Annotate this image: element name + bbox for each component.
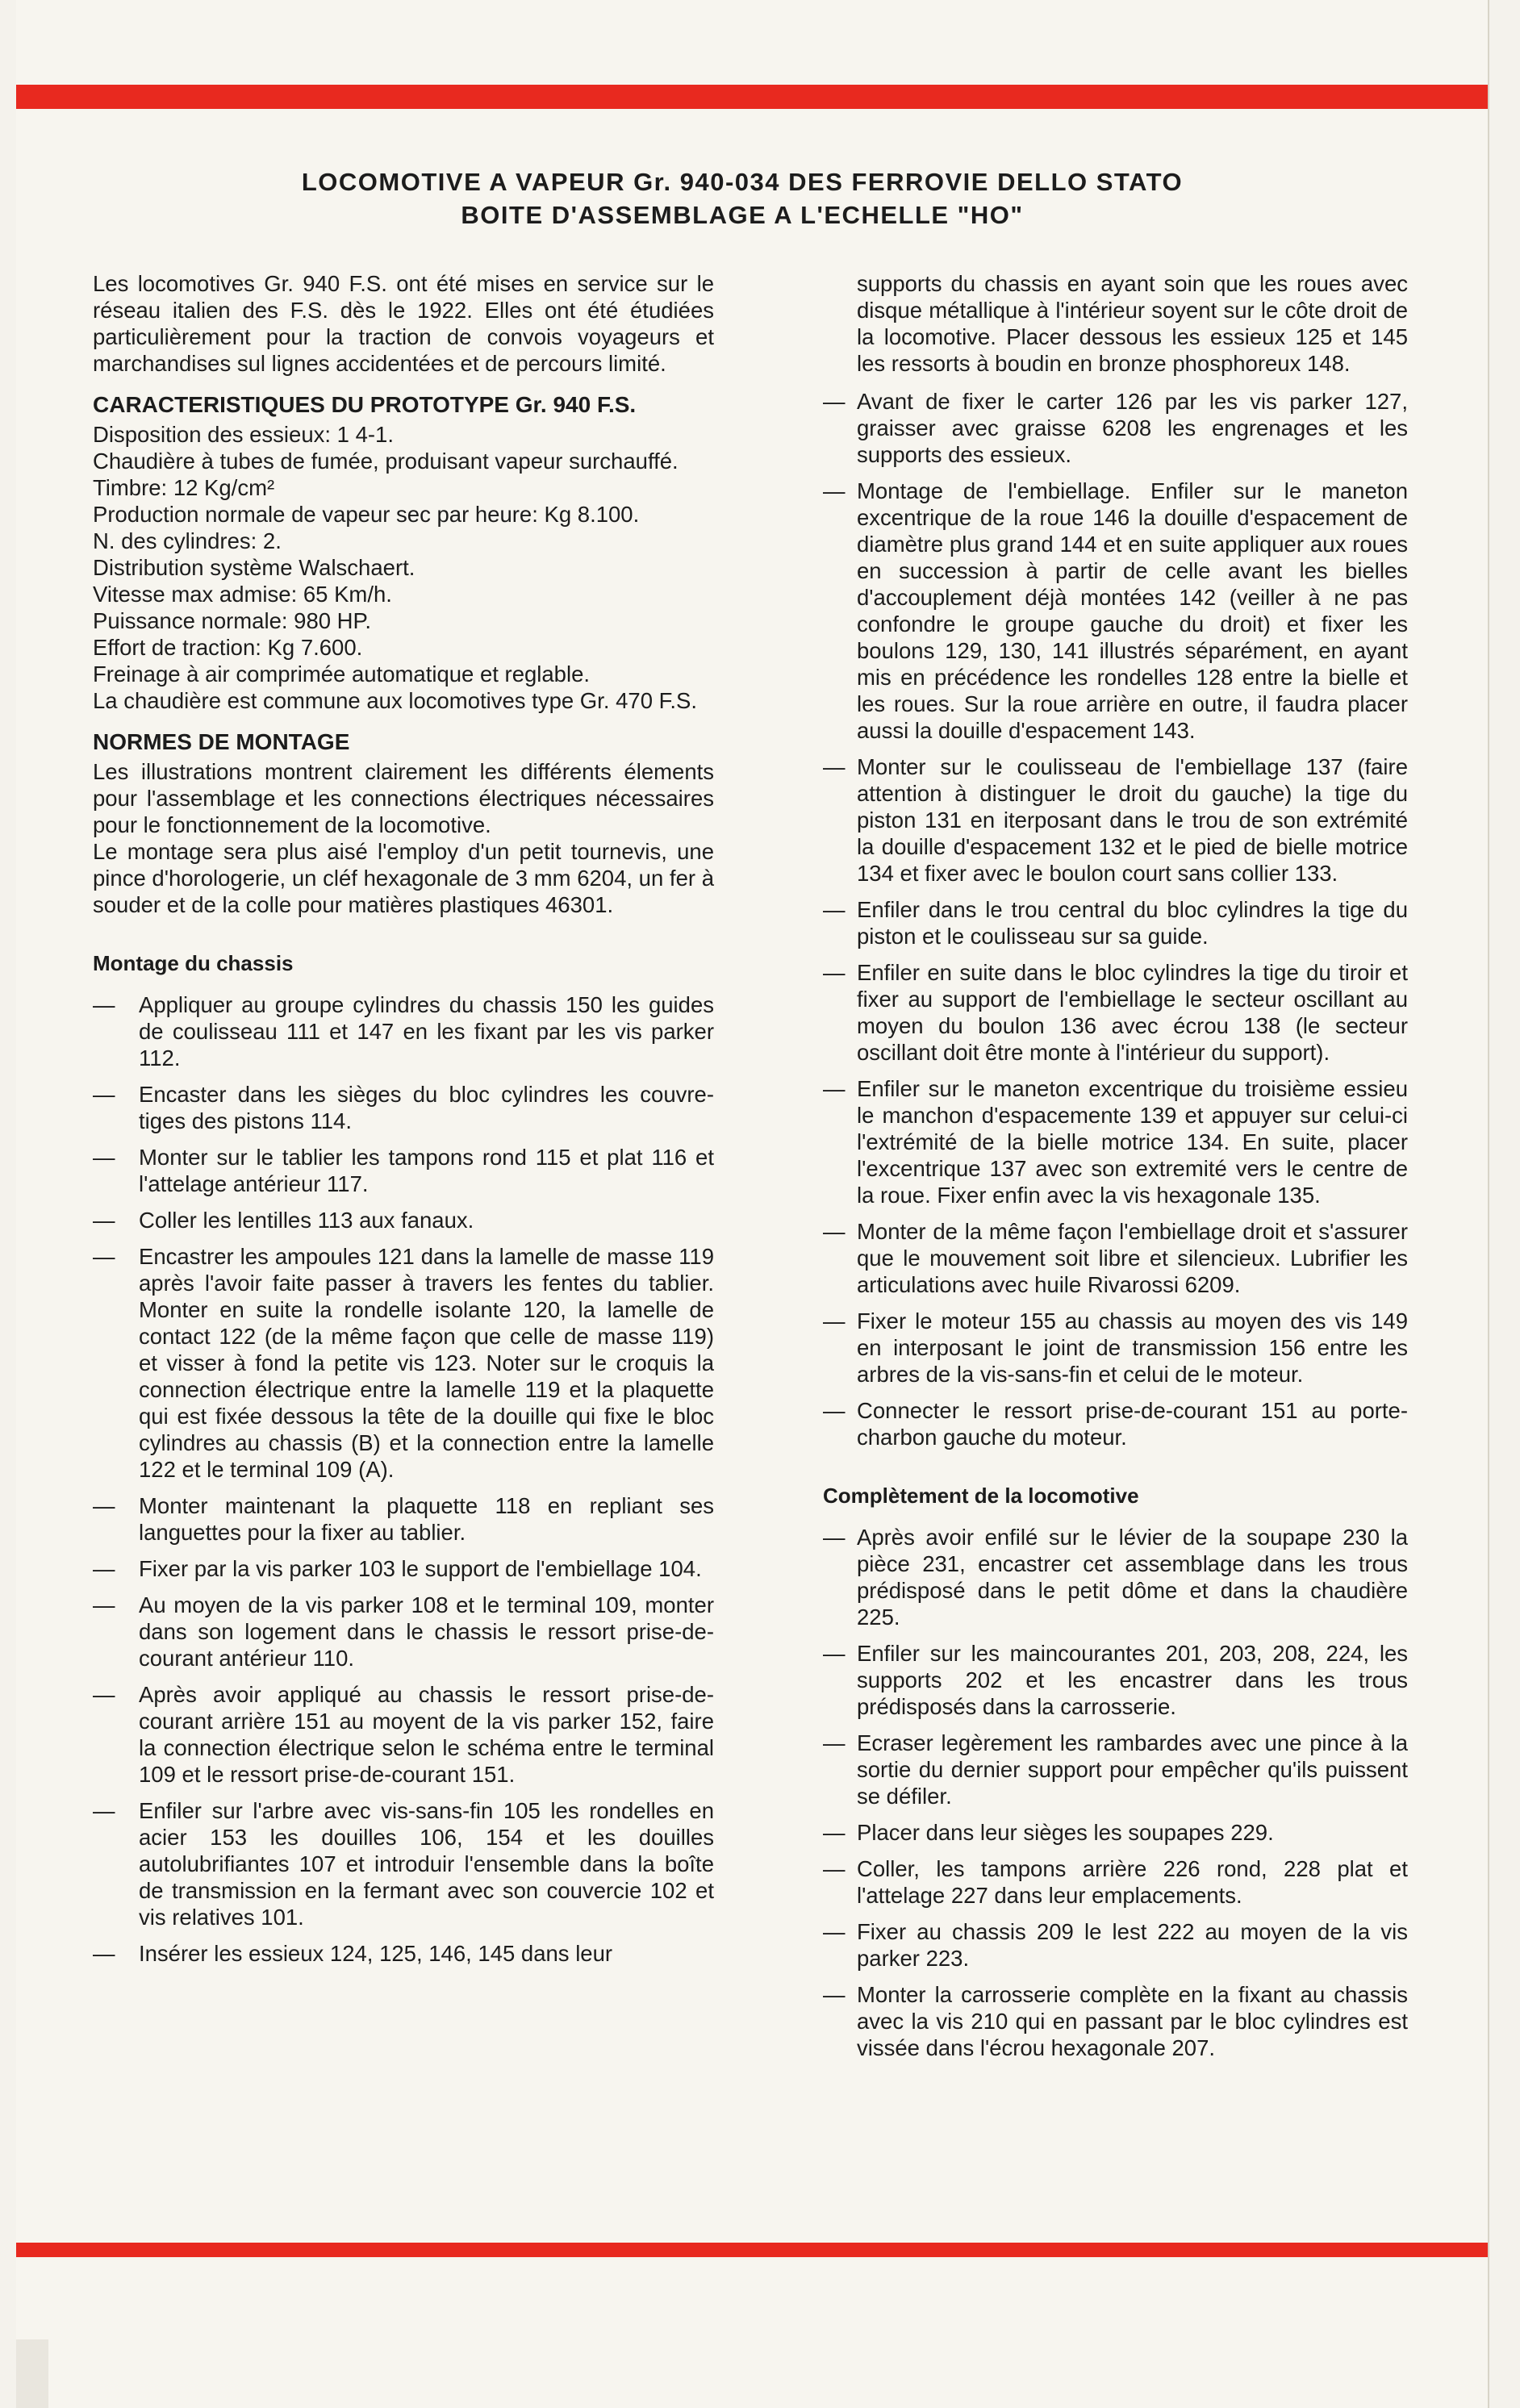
specs-list [93, 421, 714, 714]
spec-item: N. des cylindres: 2. [93, 528, 282, 553]
list-item: — Après avoir enfilé sur le lévier de la soupape 230 la pièce 231, encastrer cet assemblage dans les trous prédisposé dans le petit dôme et dans la chaudière 225. [823, 1524, 1408, 1630]
list-item: — Ecraser legèrement les rambardes avec une pince à la sortie du dernier support pour empêcher qu'ils puissent se défiler. [823, 1730, 1408, 1809]
norms-heading: NORMES DE MONTAGE [93, 729, 350, 754]
left-column [93, 270, 714, 1976]
bottom-red-band [16, 2243, 1488, 2257]
intro-paragraph: Les locomotives Gr. 940 F.S. ont été mises en service sur le réseau italien des F.S. dès le 1922. Elles ont été étudiées particulièrement pour la traction de convois voyageurs et marchandises sul lignes accidentées et de percours limité. [93, 271, 714, 376]
list-item: — Encaster dans les sièges du bloc cylindres les couvre-tiges des pistons 114. [93, 1081, 714, 1134]
top-red-band [16, 85, 1488, 109]
list-item: — Fixer le moteur 155 au chassis au moyen des vis 149 en interposant le joint de transmission 156 entre les arbres de la vis-sans-fin et celui de le moteur. [823, 1308, 1408, 1388]
norms-paragraph-1: Les illustrations montrent clairement les différents élements pour l'assemblage et les connections électriques nécessaires pour le fonctionnement de la locomotive. [93, 759, 714, 837]
list-item: — Monter maintenant la plaquette 118 en repliant ses languettes pour la fixer au tablier. [93, 1492, 714, 1546]
spec-item: Disposition des essieux: 1 4-1. [93, 422, 394, 447]
list-item: — Avant de fixer le carter 126 par les vis parker 127, graisser avec graisse 6208 les engrenages et les supports des essieux. [823, 388, 1408, 468]
completion-heading: Complètement de la locomotive [823, 1484, 1139, 1508]
spec-item: Production normale de vapeur sec par heure: Kg 8.100. [93, 502, 640, 527]
list-item: — Enfiler dans le trou central du bloc cylindres la tige du piston et le coulisseau sur sa guide. [823, 896, 1408, 949]
list-item: — Monter sur le coulisseau de l'embiellage 137 (faire attention à distinguer le droit du gauche) la tige du piston 131 en iterposant dans le trou de son extrémité la douille d'espacement 132 et le pied de bielle motrice 134 et fixer avec le boulon court sans collier 133. [823, 753, 1408, 887]
list-item: — Enfiler sur l'arbre avec vis-sans-fin 105 les rondelles en acier 153 les douilles 106, 154 et les douilles autolubrifiantes 107 et introduir l'ensemble dans la boîte de transmission en la fermant avec son couvercie 102 et vis relatives 101. [93, 1797, 714, 1930]
list-item: — Monter de la même façon l'embiellage droit et s'assurer que le mouvement soit libre et silencieux. Lubrifier les articulations avec huile Rivarossi 6209. [823, 1218, 1408, 1298]
title-line-1: LOCOMOTIVE A VAPEUR Gr. 940-034 DES FERROVIE DELLO STATO [301, 168, 1184, 196]
list-item: — Fixer au chassis 209 le lest 222 au moyen de la vis parker 223. [823, 1918, 1408, 1972]
list-item: — Monter sur le tablier les tampons rond 115 et plat 116 et l'attelage antérieur 117. [93, 1144, 714, 1197]
norms-paragraph-2: Le montage sera plus aisé l'employ d'un petit tournevis, une pince d'horologerie, un cléf hexagonale de 3 mm 6204, un fer à souder et de la colle pour matières plastiques 46301. [93, 839, 714, 917]
spec-item: Effort de traction: Kg 7.600. [93, 635, 363, 660]
spec-item: Timbre: 12 Kg/cm² [93, 475, 275, 500]
list-item: — Fixer par la vis parker 103 le support de l'embiellage 104. [93, 1555, 714, 1582]
list-item: — Encastrer les ampoules 121 dans la lamelle de masse 119 après l'avoir faite passer à travers les fentes du tablier. Monter en suite la rondelle isolante 120, la lamelle de contact 122 (de la même façon que celle de masse 119) et visser à fond la petite vis 123. Noter sur le croquis la connection électrique entre la lamelle 119 et la plaquette qui est fixée dessous la tête de la douille qui fixe le bloc cylindres au chassis (B) et la connection entre la lamelle 122 et le terminal 109 (A). [93, 1243, 714, 1483]
assembly-steps-list [823, 388, 1408, 1450]
spec-item: Distribution système Walschaert. [93, 555, 415, 580]
list-item: — Enfiler sur les maincourantes 201, 203, 208, 224, les supports 202 et les encastrer dans les trous prédisposés dans la carrosserie. [823, 1640, 1408, 1720]
chassis-heading: Montage du chassis [93, 951, 294, 975]
document-page [16, 0, 1489, 2408]
list-item: — Enfiler en suite dans le bloc cylindres la tige du tiroir et fixer au support de l'embiellage le secteur oscillant au moyen du boulon 136 avec écrou 138 (le secteur oscillant doit être monte à l'intérieur du support). [823, 959, 1408, 1066]
list-item: — Après avoir appliqué au chassis le ressort prise-de-courant arrière 151 au moyent de la vis parker 152, faire la connection électrique selon le schéma entre le terminal 109 et le ressort prise-de-courant 151. [93, 1681, 714, 1788]
list-item: — Appliquer au groupe cylindres du chassis 150 les guides de coulisseau 111 et 147 en les fixant par les vis parker 112. [93, 991, 714, 1071]
title-line-2: BOITE D'ASSEMBLAGE A L'ECHELLE "HO" [461, 201, 1024, 229]
spec-item: La chaudière est commune aux locomotives type Gr. 470 F.S. [93, 688, 697, 713]
list-item: — Coller, les tampons arrière 226 rond, 228 plat et l'attelage 227 dans leur emplacements. [823, 1855, 1408, 1909]
document-title [177, 165, 1307, 232]
spec-item: Chaudière à tubes de fumée, produisant vapeur surchauffé. [93, 449, 679, 474]
completion-steps-list [823, 1524, 1408, 2061]
continuation-paragraph: supports du chassis en ayant soin que les roues avec disque métallique à l'intérieur soyent sur le côte droit de la locomotive. Placer dessous les essieux 125 et 145 les ressorts à boudin en bronze phosphoreux 148. [857, 271, 1408, 376]
list-item: — Connecter le ressort prise-de-courant 151 au porte-charbon gauche du moteur. [823, 1397, 1408, 1450]
list-item: — Enfiler sur le maneton excentrique du troisième essieu le manchon d'espacemente 139 et appuyer sur celui-ci l'extrémité de la bielle motrice 134. En suite, placer l'excentrique 137 avec son extremité vers le centre de la roue. Fixer enfin avec la vis hexagonale 135. [823, 1075, 1408, 1208]
page-edge-fold [16, 2339, 48, 2408]
spec-item: Vitesse max admise: 65 Km/h. [93, 582, 392, 607]
specs-heading: CARACTERISTIQUES DU PROTOTYPE Gr. 940 F.S. [93, 392, 637, 417]
spec-item: Puissance normale: 980 HP. [93, 608, 371, 633]
spec-item: Freinage à air comprimée automatique et reglable. [93, 661, 591, 687]
list-item: — Coller les lentilles 113 aux fanaux. [93, 1207, 714, 1233]
list-item: — Placer dans leur sièges les soupapes 229. [823, 1819, 1408, 1846]
chassis-steps-list [93, 991, 714, 1967]
list-item: — Montage de l'embiellage. Enfiler sur le maneton excentrique de la roue 146 la douille d'espacement de diamètre plus grand 144 et en suite appliquer aux roues en succession à partir de celle avant les bielles d'accouplement déjà montées 142 (veiller à ne pas confondre le groupe gauche du droit) et fixer les boulons 129, 130, 141 illustrés séparément, en ayant mis en précédence les rondelles 128 entre la bielle et les roues. Sur la roue arrière en outre, il faudra placer aussi la douille d'espacement 143. [823, 478, 1408, 744]
right-column [823, 270, 1408, 2071]
list-item: — Au moyen de la vis parker 108 et le terminal 109, monter dans son logement dans le chassis le ressort prise-de-courant antérieur 110. [93, 1592, 714, 1671]
list-item: — Monter la carrosserie complète en la fixant au chassis avec la vis 210 qui en passant par le bloc cylindres est vissée dans l'écrou hexagonale 207. [823, 1981, 1408, 2061]
list-item: — Insérer les essieux 124, 125, 146, 145 dans leur [93, 1940, 714, 1967]
